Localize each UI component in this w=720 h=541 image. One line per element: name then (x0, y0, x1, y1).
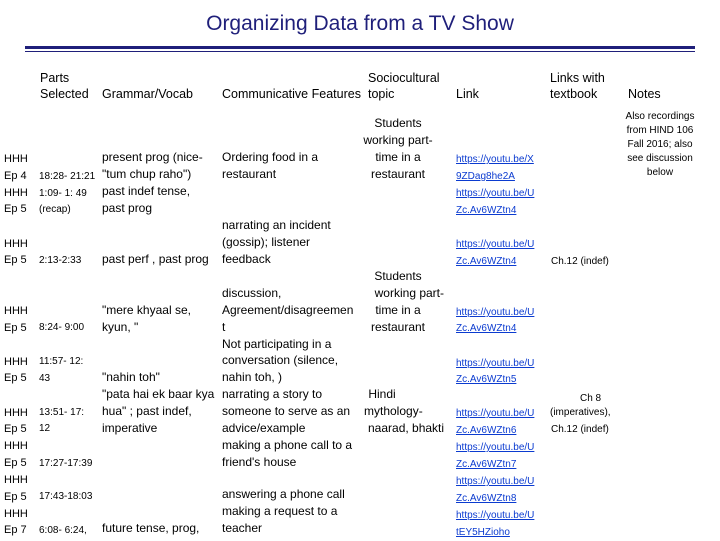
video-link[interactable]: https://youtu.be/U (456, 188, 535, 199)
topic-text: mythology- (364, 404, 423, 418)
header-selected: Selected (40, 87, 89, 101)
header-links-with: Links with (550, 71, 605, 85)
communicative-text: discussion, (222, 286, 282, 300)
time-range: 18:28- 21:21 (39, 171, 96, 182)
textbook-ref: Ch.12 (indef) (551, 424, 609, 435)
communicative-text: Ordering food in a (222, 150, 319, 164)
topic-text: restaurant (370, 320, 426, 334)
video-link[interactable]: Zc.Av6WZtn8 (456, 493, 517, 504)
time-range: 1:09- 1: 49 (39, 188, 87, 199)
grammar-text: "nahin toh" (102, 370, 160, 384)
communicative-text: making a phone call to a (222, 438, 353, 452)
notes-line-5: below (646, 167, 674, 178)
time-range: 17:27-17:39 (39, 458, 93, 469)
video-link[interactable]: https://youtu.be/X (456, 154, 534, 165)
video-link[interactable]: https://youtu.be/U (456, 408, 535, 419)
episode-number: Ep 7 (4, 524, 27, 536)
episode-number: Ep 5 (4, 322, 27, 334)
grammar-text: "mere khyaal se, (102, 303, 191, 317)
page-title: Organizing Data from a TV Show (206, 12, 514, 35)
notes-line-2: from HIND 106 (626, 125, 694, 136)
communicative-text: restaurant (222, 167, 277, 181)
topic-text: Students (374, 269, 422, 283)
communicative-text: teacher (222, 521, 263, 535)
video-link[interactable]: Zc.Av6WZtn6 (456, 425, 517, 436)
notes-line-1: Also recordings (625, 111, 695, 122)
episode-number: Ep 4 (4, 170, 27, 182)
time-note: (recap) (39, 204, 71, 215)
episode-show: HHH (4, 474, 28, 486)
header-sociocultural: Sociocultural (368, 71, 440, 85)
time-range: 13:51- 17: (39, 407, 85, 418)
communicative-text: narrating a story to (222, 387, 323, 401)
time-range: 8:24- 9:00 (39, 322, 85, 333)
video-link[interactable]: Zc.Av6WZtn5 (456, 374, 517, 385)
topic-text: time in a (375, 303, 421, 317)
grammar-text: past perf , past prog (102, 252, 209, 266)
communicative-text: making a request to a (222, 504, 338, 518)
episode-number: Ep 5 (4, 254, 27, 266)
video-link[interactable]: Zc.Av6WZtn4 (456, 205, 517, 216)
topic-text: working part- (374, 286, 444, 300)
topic-text: time in a (375, 150, 421, 164)
header-link: Link (456, 87, 479, 101)
header-grammar: Grammar/Vocab (102, 87, 194, 101)
time-range: 43 (39, 373, 51, 384)
communicative-text: friend's house (222, 455, 297, 469)
video-link[interactable]: https://youtu.be/U (456, 239, 535, 250)
video-link[interactable]: https://youtu.be/U (456, 476, 535, 487)
episode-show: HHH (4, 305, 28, 317)
topic-text: Hindi (368, 387, 396, 401)
communicative-text: answering a phone call (222, 487, 345, 501)
header-topic: topic (368, 87, 395, 101)
episode-number: Ep 5 (4, 457, 27, 469)
notes-line-3: Fall 2016; also (627, 139, 693, 150)
communicative-text: t (222, 320, 226, 334)
grammar-text: "pata hai ek baar kya (102, 387, 215, 401)
topic-text: restaurant (370, 167, 426, 181)
header-communicative: Communicative Features (222, 87, 361, 101)
title-rule (25, 46, 695, 49)
title-rule-thin (25, 51, 695, 52)
grammar-text: future tense, prog, (102, 521, 200, 535)
episode-number: Ep 5 (4, 203, 27, 215)
communicative-text: someone to serve as an (222, 404, 351, 418)
time-range: 6:08- 6:24, (39, 525, 87, 536)
video-link[interactable]: Zc.Av6WZtn7 (456, 459, 517, 470)
episode-show: HHH (4, 187, 28, 199)
video-link[interactable]: https://youtu.be/U (456, 307, 535, 318)
textbook-ref: Ch 8 (580, 393, 602, 404)
grammar-text: "tum chup raho") (102, 167, 192, 181)
episode-show: HHH (4, 238, 28, 250)
header-notes: Notes (628, 87, 661, 101)
notes-line-4: see discussion (627, 153, 693, 164)
episode-number: Ep 5 (4, 491, 27, 503)
episode-show: HHH (4, 407, 28, 419)
communicative-text: Agreement/disagreemen (222, 303, 354, 317)
header-textbook: textbook (550, 87, 598, 101)
communicative-text: (gossip); listener (222, 235, 311, 249)
communicative-text: conversation (silence, (222, 353, 339, 367)
topic-text: working part- (363, 133, 433, 147)
communicative-text: feedback (222, 252, 271, 266)
grammar-text: kyun, " (102, 320, 139, 334)
topic-text: Students (374, 116, 422, 130)
textbook-ref: (imperatives), (550, 407, 611, 418)
time-range: 2:13-2:33 (39, 255, 82, 266)
video-link[interactable]: Zc.Av6WZtn4 (456, 256, 517, 267)
header-parts: Parts (40, 71, 70, 85)
communicative-text: Not participating in a (222, 337, 332, 351)
textbook-ref: Ch.12 (indef) (551, 256, 609, 267)
communicative-text: narrating an incident (222, 218, 331, 232)
episode-show: HHH (4, 440, 28, 452)
video-link[interactable]: https://youtu.be/U (456, 358, 535, 369)
grammar-text: hua" ; past indef, (102, 404, 192, 418)
topic-text: naarad, bhakti (368, 421, 445, 435)
grammar-text: past prog (102, 201, 153, 215)
grammar-text: past indef tense, (102, 184, 191, 198)
video-link[interactable]: Zc.Av6WZtn4 (456, 323, 517, 334)
video-link[interactable]: https://youtu.be/U (456, 442, 535, 453)
episode-show: HHH (4, 153, 28, 165)
video-link[interactable]: 9ZDag8he2A (456, 171, 515, 182)
video-link[interactable]: tEY5HZioho (456, 527, 510, 538)
time-range: 11:57- 12: (39, 356, 84, 367)
grammar-text: present prog (nice- (102, 150, 203, 164)
time-range: 17:43-18:03 (39, 491, 93, 502)
episode-number: Ep 5 (4, 372, 27, 384)
episode-show: HHH (4, 508, 28, 520)
grammar-text: imperative (102, 421, 158, 435)
communicative-text: advice/example (222, 421, 306, 435)
time-range: 12 (39, 423, 51, 434)
episode-number: Ep 5 (4, 423, 27, 435)
communicative-text: nahin toh, ) (222, 370, 283, 384)
video-link[interactable]: https://youtu.be/U (456, 510, 535, 521)
episode-show: HHH (4, 356, 28, 368)
